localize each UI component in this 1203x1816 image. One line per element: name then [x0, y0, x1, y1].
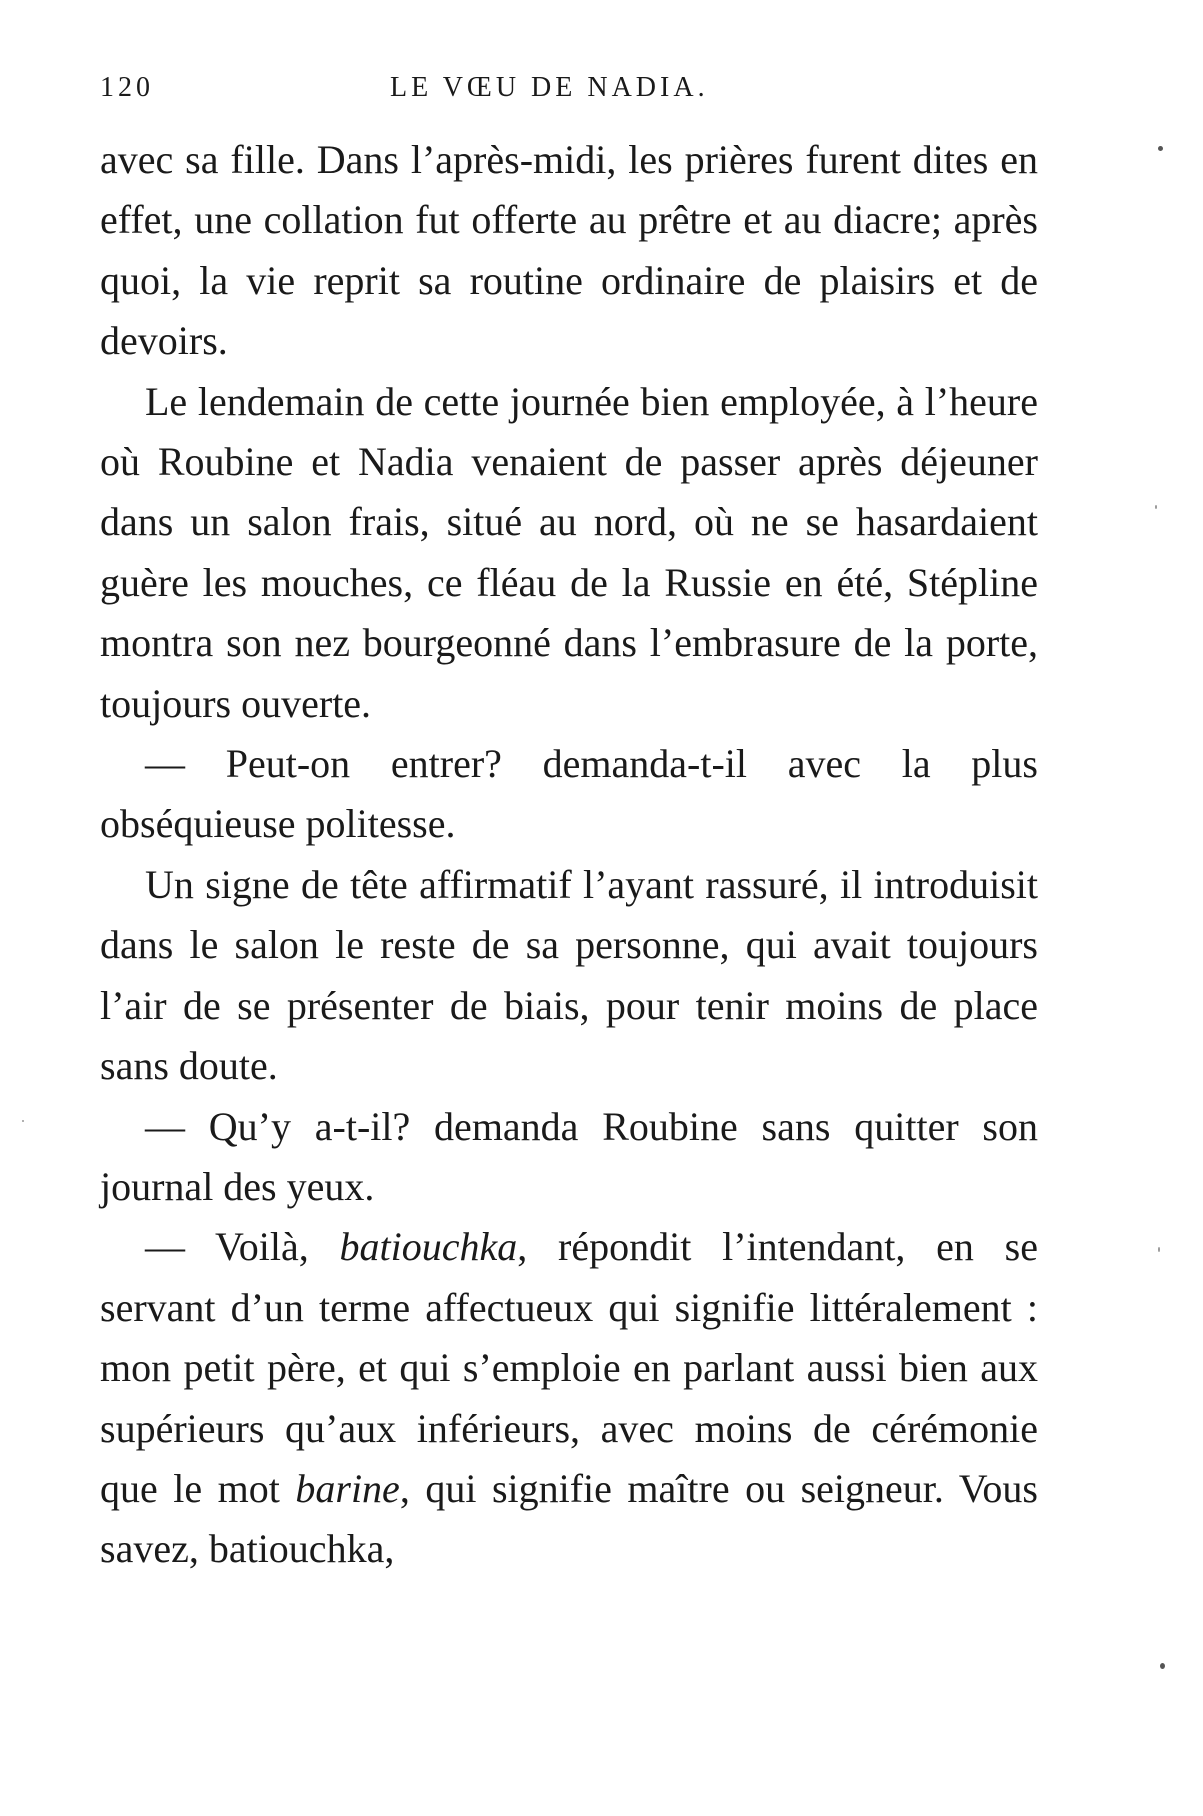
paragraph: Le lendemain de cette journée bien employée, à l’heure où Roubine et Nadia venaient de passer après déjeuner dans un salon frais, situé au nord, où ne se hasardaient guère les mouches, ce fléau de la Russie en été, Stépline montra son nez bourgeonné dans l’embrasure de la porte, toujours ouverte.	[100, 378, 1038, 726]
text-run: — Voilà,	[145, 1224, 340, 1270]
italic-word-batiouchka: batiouchka	[339, 1224, 518, 1270]
paragraph-dialogue: — Peut-on entrer? demanda-t-il avec la plus obséquieuse politesse.	[100, 741, 1038, 847]
paragraph-dialogue: — Qu’y a-t-il? demanda Roubine sans quitter son journal des yeux.	[100, 1103, 1038, 1209]
paragraph-continuation: avec sa fille. Dans l’après-midi, les prières furent dites en effet, une collation fut offerte au prêtre et au diacre; après quoi, la vie reprit sa routine ordinaire de plaisirs et de devoirs.	[100, 137, 1038, 364]
scan-speck	[1158, 1247, 1160, 1252]
scan-speck	[22, 1120, 24, 1122]
paragraph: Un signe de tête affirmatif l’ayant rassuré, il introduisit dans le salon le reste de sa personne, qui avait toujours l’air de se présenter de biais, pour tenir moins de place sans doute.	[100, 861, 1038, 1089]
page-header	[100, 72, 1040, 112]
scan-speck	[1155, 505, 1157, 509]
paragraph-dialogue-last	[100, 1217, 1038, 1579]
scan-speck	[1158, 146, 1163, 151]
page-number: 120	[100, 72, 154, 103]
italic-word-barine: barine	[295, 1465, 400, 1511]
text-run: , répondit l’intendant, en se servant d’un terme affectueux qui signifie littéralement : mon petit père, et qui s’emploie en parlant aussi bien aux supérieurs qu’aux inférieurs, avec moins de cérémonie que le mot	[100, 1224, 1038, 1511]
scan-speck	[1160, 1663, 1165, 1669]
body-text	[100, 130, 1038, 1580]
running-head: LE VŒU DE NADIA.	[390, 72, 709, 103]
text-run: , qui signifie maître ou seigneur. Vous savez, batiouchka,	[100, 1465, 1038, 1572]
